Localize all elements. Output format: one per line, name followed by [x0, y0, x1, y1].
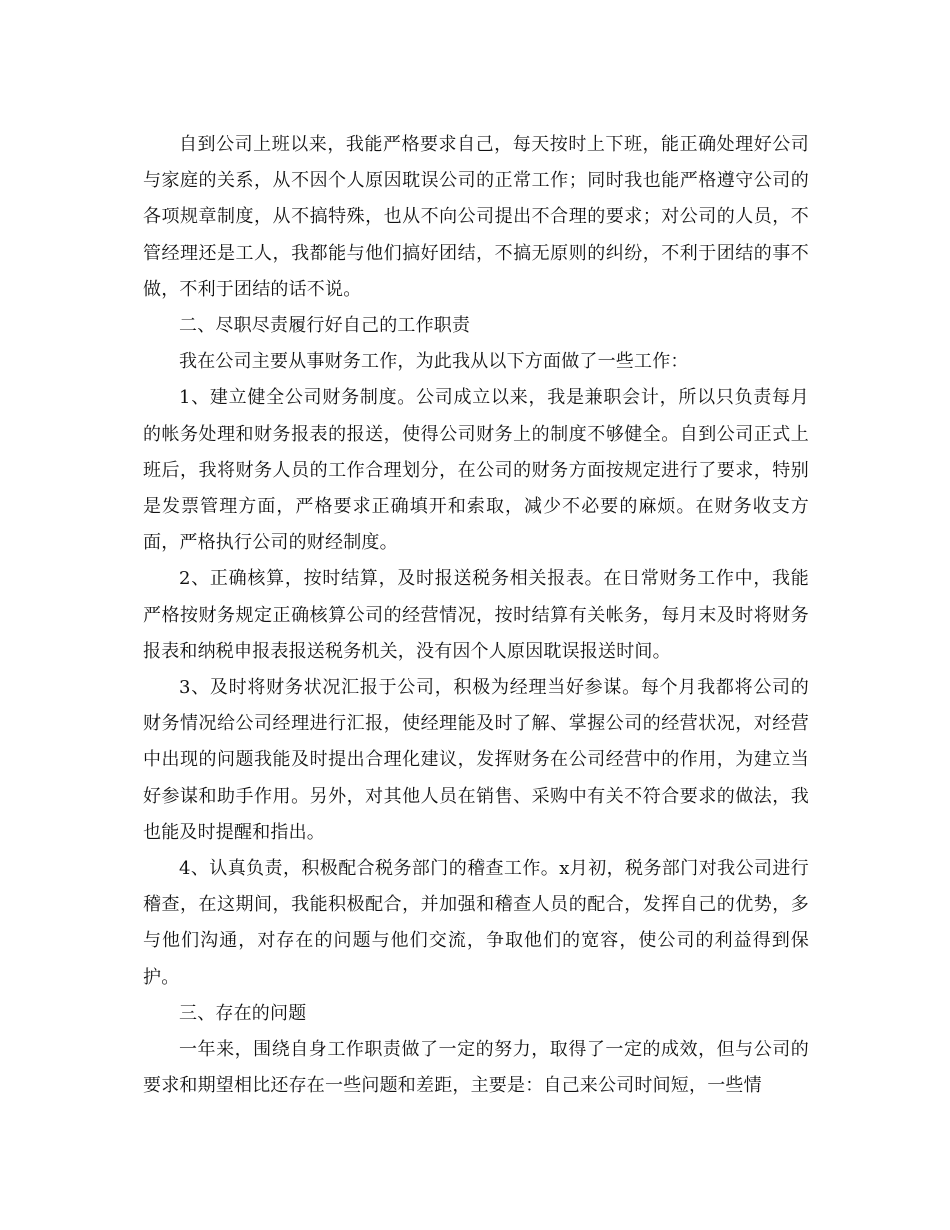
section-heading-duties: 二、尽职尽责履行好自己的工作职责 — [179, 315, 471, 337]
paragraph-item-3: 3、及时将财务状况汇报于公司，积极为经理当好参谋。每个月我都将公司的财务情况给公司经理进行汇报，使经理能及时了解、掌握公司的经营状况，对经营中出现的问题我能及时提出合理化建议，发挥财务在公司经营中的作用，为建立当好参谋和助手作用。另外，对其他人员在销售、采购中有关不符合要求的做法，我也能及时提醒和指出。 — [143, 677, 809, 843]
paragraph-item-1: 1、建立健全公司财务制度。公司成立以来，我是兼职会计，所以只负责每月的帐务处理和财务报表的报送，使得公司财务上的制度不够健全。自到公司正式上班后，我将财务人员的工作合理划分，在公司的财务方面按规定进行了要求，特别是发票管理方面，严格要求正确填开和索取，减少不必要的麻烦。在财务收支方面，严格执行公司的财经制度。 — [143, 387, 809, 554]
paragraph-item-4: 4、认真负责，积极配合税务部门的稽查工作。x月初，税务部门对我公司进行稽查，在这期间，我能积极配合，并加强和稽查人员的配合，发挥自己的优势，多与他们沟通，对存在的问题与他们交流，争取他们的宽容，使公司的利益得到保护。 — [143, 858, 809, 988]
paragraph-item-2: 2、正确核算，按时结算，及时报送税务相关报表。在日常财务工作中，我能严格按财务规定正确核算公司的经营情况，按时结算有关帐务，每月末及时将财务报表和纳税申报表报送税务机关，没有因个人原因耽误报送时间。 — [143, 568, 809, 662]
paragraph-conduct: 自到公司上班以来，我能严格要求自己，每天按时上下班，能正确处理好公司与家庭的关系，从不因个人原因耽误公司的正常工作；同时我也能严格遵守公司的各项规章制度，从不搞特殊，也从不向公司提出不合理的要求；对公司的人员，不管经理还是工人，我都能与他们搞好团结，不搞无原则的纠纷，不利于团结的事不做，不利于团结的话不说。 — [143, 134, 809, 300]
section-heading-problems: 三、存在的问题 — [179, 1002, 307, 1024]
paragraph-problems: 一年来，围绕自身工作职责做了一定的努力，取得了一定的成效，但与公司的要求和期望相比还存在一些问题和差距，主要是：自己来公司时间短，一些情 — [143, 1039, 809, 1097]
paragraph-duties-intro: 我在公司主要从事财务工作，为此我从以下方面做了一些工作： — [179, 351, 689, 373]
document-body — [143, 127, 809, 1104]
